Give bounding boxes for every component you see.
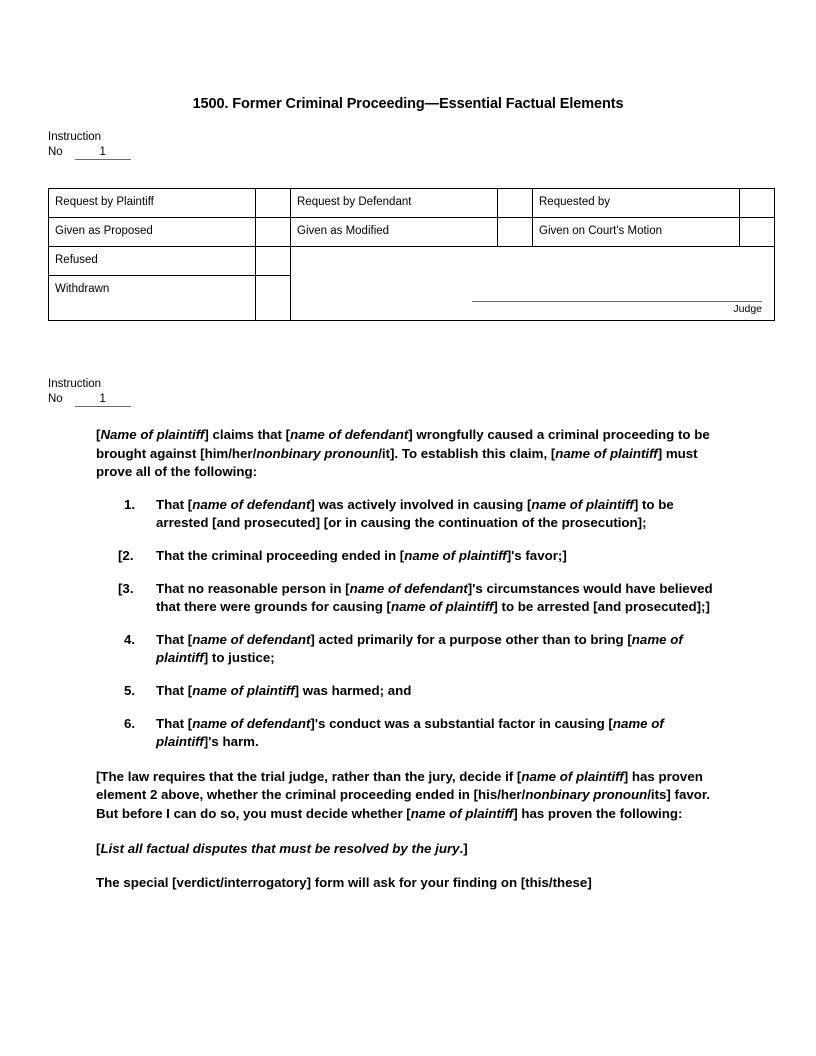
list-item-marker: 1.: [124, 496, 136, 512]
table-row: [49, 247, 775, 276]
table-row: [49, 189, 775, 218]
instruction-no-value-top[interactable]: 1: [75, 145, 131, 160]
instruction-body: [96, 426, 722, 893]
cell-given-as-proposed: [49, 218, 256, 247]
instruction-no-value-body[interactable]: 1: [75, 392, 131, 407]
list-item: [96, 496, 722, 533]
list-item: [96, 580, 722, 617]
closing-paragraph: [List all factual disputes that must be resolved by the jury.]: [96, 840, 468, 856]
cell-withdrawn: [49, 276, 256, 321]
instruction-number-header-body: [48, 377, 131, 408]
cell-requested-by: [533, 189, 740, 218]
checkbox-given-as-proposed[interactable]: [256, 218, 291, 247]
cell-request-by-defendant: [291, 189, 498, 218]
cell-given-on-courts-motion: [533, 218, 740, 247]
list-item-marker: 6.: [124, 715, 136, 731]
list-item-text: That the criminal proceeding ended in [name of plaintiff]'s favor;]: [156, 547, 567, 563]
list-item: [96, 715, 722, 752]
closing-paragraph: [The law requires that the trial judge, rather than the jury, decide if [name of plaintiff] has proven element 2 above, whether the criminal proceeding ended in [his/her/nonbinary pronoun/its] favor. But before I can do so, you must decide whether [name of plaintiff] has proven the following:: [96, 768, 710, 821]
elements-list: [96, 496, 722, 752]
disposition-table: [48, 188, 775, 321]
label-requested-by: Requested by: [539, 196, 610, 208]
instruction-no-label-body: No: [48, 393, 63, 405]
list-item-text: That [name of plaintiff] was harmed; and: [156, 682, 412, 698]
judge-signature-area: [291, 247, 775, 321]
label-refused: Refused: [55, 254, 98, 266]
instruction-number-header-top: [48, 130, 131, 161]
table-row: [49, 218, 775, 247]
checkbox-given-as-modified[interactable]: [498, 218, 533, 247]
closing-paragraph: The special [verdict/interrogatory] form will ask for your finding on [this/these]: [96, 875, 592, 891]
checkbox-request-by-plaintiff[interactable]: [256, 189, 291, 218]
label-request-by-plaintiff: Request by Plaintiff: [55, 196, 154, 208]
closing-paragraphs: [96, 768, 722, 893]
list-item-text: That [name of defendant] was actively involved in causing [name of plaintiff] to be arrested [and prosecuted] [or in causing the continuation of the prosecution];: [156, 496, 674, 531]
list-item: [96, 547, 722, 566]
instruction-no-label-top: No: [48, 146, 63, 158]
checkbox-refused[interactable]: [256, 247, 291, 276]
label-withdrawn: Withdrawn: [55, 283, 110, 295]
list-item: [96, 682, 722, 701]
instruction-label-top: Instruction: [48, 131, 102, 143]
list-item: [96, 631, 722, 668]
checkbox-given-on-courts-motion[interactable]: [740, 218, 775, 247]
label-given-as-modified: Given as Modified: [297, 225, 390, 237]
checkbox-requested-by[interactable]: [740, 189, 775, 218]
list-item-marker: [3.: [118, 580, 134, 596]
instruction-no-line-body: [48, 392, 131, 408]
checkbox-request-by-defendant[interactable]: [498, 189, 533, 218]
page-title: 1500. Former Criminal Proceeding—Essential Factual Elements: [192, 96, 624, 112]
cell-request-by-plaintiff: [49, 189, 256, 218]
instruction-no-line-top: [48, 145, 131, 161]
label-request-by-defendant: Request by Defendant: [297, 196, 412, 208]
instruction-label-body: Instruction: [48, 378, 102, 390]
cell-refused: [49, 247, 256, 276]
list-item-marker: 4.: [124, 631, 136, 647]
checkbox-withdrawn[interactable]: [256, 276, 291, 321]
list-item-text: That no reasonable person in [name of defendant]'s circumstances would have believed that there were grounds for causing [name of plaintiff] to be arrested [and prosecuted];]: [156, 580, 713, 615]
judge-signature-block: [472, 300, 762, 316]
cell-given-as-modified: [291, 218, 498, 247]
list-item-marker: [2.: [118, 547, 134, 563]
list-item-text: That [name of defendant] acted primarily for a purpose other than to bring [name of plaintiff] to justice;: [156, 631, 683, 666]
list-item-marker: 5.: [124, 682, 136, 698]
list-item-text: That [name of defendant]'s conduct was a substantial factor in causing [name of plaintiff]'s harm.: [156, 715, 664, 750]
intro-paragraph: [Name of plaintiff] claims that [name of defendant] wrongfully caused a criminal proceeding to be brought against [him/her/nonbinary pronoun/it]. To establish this claim, [name of plaintiff] must prove all of the following:: [96, 427, 710, 480]
judge-signature-caption: Judge: [733, 303, 762, 315]
label-given-as-proposed: Given as Proposed: [55, 225, 153, 237]
label-given-on-courts-motion: Given on Court's Motion: [539, 225, 663, 237]
